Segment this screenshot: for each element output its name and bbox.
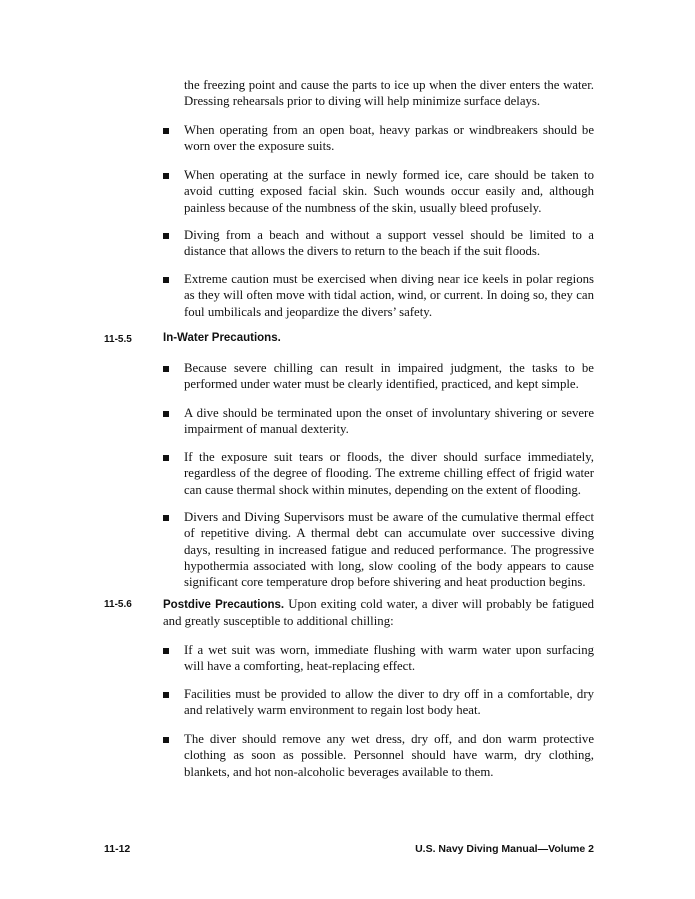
list-item: Because severe chilling can result in impaired judgment, the tasks to be performed under water must be clearly identified, practiced, and kept simple. <box>184 361 594 392</box>
section-title: Postdive Precautions. <box>163 599 285 611</box>
list-item: Extreme caution must be exercised when diving near ice keels in polar regions as they will often move with tidal action, wind, or current. In doing so, they can foul umbilicals and jeopardize the divers’ safety. <box>184 272 594 319</box>
section-title: In-Water Precautions. <box>163 332 281 344</box>
section-number: 11-5.6 <box>104 599 132 610</box>
bullet-square-icon <box>163 515 169 521</box>
list-item: Facilities must be provided to allow the diver to dry off in a comfortable, dry and relatively warm environment to regain lost body heat. <box>184 687 594 718</box>
list-item: The diver should remove any wet dress, dry off, and don warm protective clothing as soon as possible. Personnel should have warm, dry clothing, blankets, and hot non-alcoholic beverages available to them. <box>184 732 594 779</box>
section-number: 11-5.5 <box>104 334 132 345</box>
continuation-paragraph: the freezing point and cause the parts to ice up when the diver enters the water. Dressing rehearsals prior to diving will help minimize surface delays. <box>184 78 594 109</box>
bullet-square-icon <box>163 648 169 654</box>
bullet-square-icon <box>163 455 169 461</box>
bullet-square-icon <box>163 128 169 134</box>
bullet-square-icon <box>163 277 169 283</box>
section-intro-text: Upon exiting cold water, a diver will probably be fatigued and greatly susceptible to additional chilling: <box>163 597 594 629</box>
page-number: 11-12 <box>104 843 131 855</box>
manual-title: U.S. Navy Diving Manual—Volume 2 <box>415 843 594 855</box>
list-item: When operating at the surface in newly formed ice, care should be taken to avoid cutting exposed facial skin. Such wounds occur easily and, although painless because of the numbness of the skin, usually bleed profusely. <box>184 168 594 215</box>
list-item: A dive should be terminated upon the onset of involuntary shivering or severe impairment of manual dexterity. <box>184 406 594 437</box>
bullet-square-icon <box>163 692 169 698</box>
bullet-square-icon <box>163 366 169 372</box>
bullet-square-icon <box>163 411 169 417</box>
list-item: Diving from a beach and without a support vessel should be limited to a distance that allows the divers to return to the beach if the suit floods. <box>184 228 594 259</box>
list-item: If the exposure suit tears or floods, the diver should surface immediately, regardless of the degree of flooding. The extreme chilling effect of frigid water can cause thermal shock within minutes, depending on the extent of flooding. <box>184 450 594 497</box>
bullet-square-icon <box>163 173 169 179</box>
section-intro <box>163 596 594 630</box>
list-item: If a wet suit was worn, immediate flushing with warm water upon surfacing will have a comforting, heat-replacing effect. <box>184 643 594 674</box>
list-item: Divers and Diving Supervisors must be aware of the cumulative thermal effect of repetitive diving. A thermal debt can accumulate over successive diving days, resulting in increased fatigue and reduced performance. The progressive hypothermia associated with long, slow cooling of the body appears to cause significant core temperature drop before shivering and heat production begins. <box>184 510 594 590</box>
list-item: When operating from an open boat, heavy parkas or windbreakers should be worn over the exposure suits. <box>184 123 594 154</box>
bullet-square-icon <box>163 737 169 743</box>
bullet-square-icon <box>163 233 169 239</box>
